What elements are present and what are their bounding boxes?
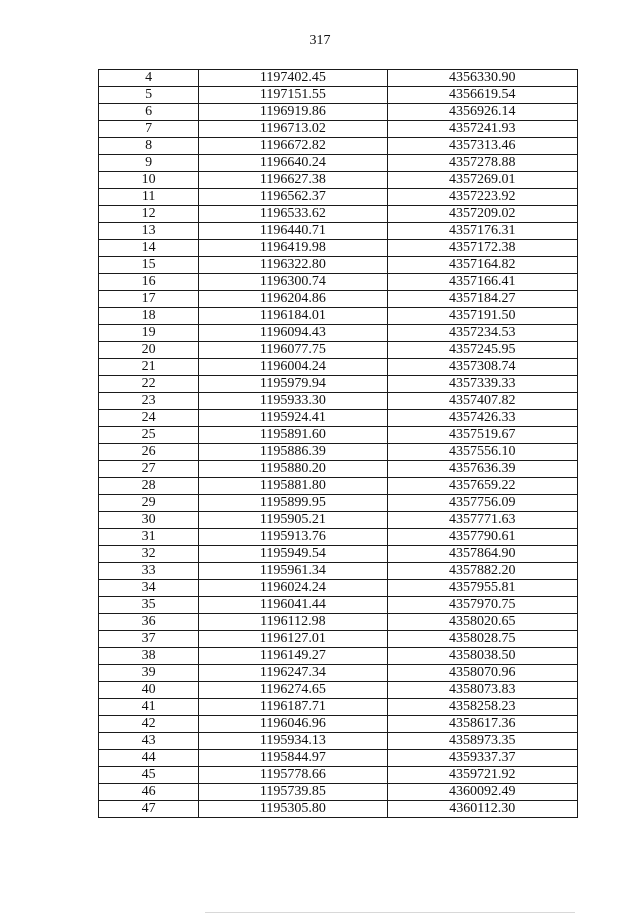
y-coordinate-cell: 4357245.95	[387, 342, 577, 359]
table-row	[99, 478, 578, 495]
y-coordinate-cell: 4358070.96	[387, 665, 577, 682]
y-coordinate-cell: 4357184.27	[387, 291, 577, 308]
point-number-cell: 11	[99, 189, 199, 206]
table-row	[99, 342, 578, 359]
point-number-cell: 18	[99, 308, 199, 325]
table-row	[99, 104, 578, 121]
point-number-cell: 33	[99, 563, 199, 580]
table-row	[99, 87, 578, 104]
x-coordinate-cell: 1195880.20	[199, 461, 387, 478]
point-number-cell: 21	[99, 359, 199, 376]
y-coordinate-cell: 4357882.20	[387, 563, 577, 580]
table-row	[99, 155, 578, 172]
table-row	[99, 257, 578, 274]
y-coordinate-cell: 4357166.41	[387, 274, 577, 291]
y-coordinate-cell: 4358258.23	[387, 699, 577, 716]
x-coordinate-cell: 1195881.80	[199, 478, 387, 495]
point-number-cell: 10	[99, 172, 199, 189]
x-coordinate-cell: 1195886.39	[199, 444, 387, 461]
point-number-cell: 43	[99, 733, 199, 750]
x-coordinate-cell: 1196187.71	[199, 699, 387, 716]
footer-rule	[205, 912, 575, 913]
y-coordinate-cell: 4357223.92	[387, 189, 577, 206]
y-coordinate-cell: 4357636.39	[387, 461, 577, 478]
point-number-cell: 41	[99, 699, 199, 716]
coordinates-table-body	[99, 70, 578, 818]
y-coordinate-cell: 4358073.83	[387, 682, 577, 699]
table-row	[99, 580, 578, 597]
x-coordinate-cell: 1196713.02	[199, 121, 387, 138]
point-number-cell: 46	[99, 784, 199, 801]
x-coordinate-cell: 1196440.71	[199, 223, 387, 240]
x-coordinate-cell: 1196004.24	[199, 359, 387, 376]
table-row	[99, 461, 578, 478]
x-coordinate-cell: 1195844.97	[199, 750, 387, 767]
x-coordinate-cell: 1196077.75	[199, 342, 387, 359]
table-row	[99, 546, 578, 563]
table-row	[99, 427, 578, 444]
point-number-cell: 14	[99, 240, 199, 257]
table-row	[99, 121, 578, 138]
page-number: 317	[309, 33, 331, 48]
table-row	[99, 631, 578, 648]
x-coordinate-cell: 1195905.21	[199, 512, 387, 529]
x-coordinate-cell: 1195949.54	[199, 546, 387, 563]
x-coordinate-cell: 1196024.24	[199, 580, 387, 597]
x-coordinate-cell: 1195305.80	[199, 801, 387, 818]
point-number-cell: 9	[99, 155, 199, 172]
y-coordinate-cell: 4360112.30	[387, 801, 577, 818]
table-row	[99, 172, 578, 189]
x-coordinate-cell: 1195979.94	[199, 376, 387, 393]
x-coordinate-cell: 1195934.13	[199, 733, 387, 750]
point-number-cell: 5	[99, 87, 199, 104]
x-coordinate-cell: 1196562.37	[199, 189, 387, 206]
x-coordinate-cell: 1196672.82	[199, 138, 387, 155]
y-coordinate-cell: 4357771.63	[387, 512, 577, 529]
x-coordinate-cell: 1196322.80	[199, 257, 387, 274]
point-number-cell: 29	[99, 495, 199, 512]
point-number-cell: 12	[99, 206, 199, 223]
x-coordinate-cell: 1195933.30	[199, 393, 387, 410]
table-row	[99, 274, 578, 291]
point-number-cell: 23	[99, 393, 199, 410]
x-coordinate-cell: 1196640.24	[199, 155, 387, 172]
point-number-cell: 39	[99, 665, 199, 682]
y-coordinate-cell: 4357172.38	[387, 240, 577, 257]
y-coordinate-cell: 4357659.22	[387, 478, 577, 495]
y-coordinate-cell: 4357864.90	[387, 546, 577, 563]
y-coordinate-cell: 4356619.54	[387, 87, 577, 104]
y-coordinate-cell: 4357164.82	[387, 257, 577, 274]
y-coordinate-cell: 4357313.46	[387, 138, 577, 155]
y-coordinate-cell: 4357407.82	[387, 393, 577, 410]
point-number-cell: 6	[99, 104, 199, 121]
table-row	[99, 308, 578, 325]
table-row	[99, 784, 578, 801]
y-coordinate-cell: 4357426.33	[387, 410, 577, 427]
y-coordinate-cell: 4359337.37	[387, 750, 577, 767]
x-coordinate-cell: 1196247.34	[199, 665, 387, 682]
x-coordinate-cell: 1196627.38	[199, 172, 387, 189]
x-coordinate-cell: 1197402.45	[199, 70, 387, 87]
x-coordinate-cell: 1195778.66	[199, 767, 387, 784]
y-coordinate-cell: 4358617.36	[387, 716, 577, 733]
table-row	[99, 206, 578, 223]
y-coordinate-cell: 4357339.33	[387, 376, 577, 393]
point-number-cell: 17	[99, 291, 199, 308]
table-row	[99, 189, 578, 206]
point-number-cell: 4	[99, 70, 199, 87]
table-row	[99, 614, 578, 631]
x-coordinate-cell: 1196419.98	[199, 240, 387, 257]
x-coordinate-cell: 1196533.62	[199, 206, 387, 223]
table-row	[99, 325, 578, 342]
table-row	[99, 529, 578, 546]
point-number-cell: 45	[99, 767, 199, 784]
x-coordinate-cell: 1196274.65	[199, 682, 387, 699]
x-coordinate-cell: 1195899.95	[199, 495, 387, 512]
x-coordinate-cell: 1197151.55	[199, 87, 387, 104]
table-row	[99, 563, 578, 580]
point-number-cell: 32	[99, 546, 199, 563]
point-number-cell: 16	[99, 274, 199, 291]
point-number-cell: 20	[99, 342, 199, 359]
y-coordinate-cell: 4357955.81	[387, 580, 577, 597]
point-number-cell: 8	[99, 138, 199, 155]
x-coordinate-cell: 1195739.85	[199, 784, 387, 801]
point-number-cell: 36	[99, 614, 199, 631]
table-row	[99, 801, 578, 818]
x-coordinate-cell: 1196112.98	[199, 614, 387, 631]
table-row	[99, 223, 578, 240]
table-row	[99, 512, 578, 529]
table-row	[99, 410, 578, 427]
x-coordinate-cell: 1196127.01	[199, 631, 387, 648]
x-coordinate-cell: 1195913.76	[199, 529, 387, 546]
point-number-cell: 38	[99, 648, 199, 665]
x-coordinate-cell: 1196046.96	[199, 716, 387, 733]
point-number-cell: 47	[99, 801, 199, 818]
table-row	[99, 495, 578, 512]
y-coordinate-cell: 4357234.53	[387, 325, 577, 342]
y-coordinate-cell: 4357756.09	[387, 495, 577, 512]
point-number-cell: 31	[99, 529, 199, 546]
x-coordinate-cell: 1196149.27	[199, 648, 387, 665]
point-number-cell: 15	[99, 257, 199, 274]
y-coordinate-cell: 4357519.67	[387, 427, 577, 444]
y-coordinate-cell: 4358020.65	[387, 614, 577, 631]
table-row	[99, 665, 578, 682]
x-coordinate-cell: 1196300.74	[199, 274, 387, 291]
point-number-cell: 44	[99, 750, 199, 767]
table-row	[99, 597, 578, 614]
point-number-cell: 25	[99, 427, 199, 444]
point-number-cell: 28	[99, 478, 199, 495]
point-number-cell: 30	[99, 512, 199, 529]
point-number-cell: 24	[99, 410, 199, 427]
y-coordinate-cell: 4357241.93	[387, 121, 577, 138]
point-number-cell: 34	[99, 580, 199, 597]
table-row	[99, 291, 578, 308]
table-row	[99, 750, 578, 767]
table-row	[99, 444, 578, 461]
table-row	[99, 716, 578, 733]
y-coordinate-cell: 4357790.61	[387, 529, 577, 546]
y-coordinate-cell: 4357209.02	[387, 206, 577, 223]
y-coordinate-cell: 4357176.31	[387, 223, 577, 240]
table-row	[99, 767, 578, 784]
table-row	[99, 648, 578, 665]
y-coordinate-cell: 4357970.75	[387, 597, 577, 614]
table-row	[99, 70, 578, 87]
x-coordinate-cell: 1196204.86	[199, 291, 387, 308]
table-row	[99, 682, 578, 699]
point-number-cell: 40	[99, 682, 199, 699]
y-coordinate-cell: 4358028.75	[387, 631, 577, 648]
y-coordinate-cell: 4358973.35	[387, 733, 577, 750]
table-row	[99, 699, 578, 716]
point-number-cell: 7	[99, 121, 199, 138]
x-coordinate-cell: 1196184.01	[199, 308, 387, 325]
point-number-cell: 42	[99, 716, 199, 733]
table-row	[99, 240, 578, 257]
table-row	[99, 359, 578, 376]
table-row	[99, 376, 578, 393]
x-coordinate-cell: 1196041.44	[199, 597, 387, 614]
y-coordinate-cell: 4356330.90	[387, 70, 577, 87]
y-coordinate-cell: 4359721.92	[387, 767, 577, 784]
y-coordinate-cell: 4357269.01	[387, 172, 577, 189]
x-coordinate-cell: 1195961.34	[199, 563, 387, 580]
x-coordinate-cell: 1195924.41	[199, 410, 387, 427]
table-row	[99, 393, 578, 410]
y-coordinate-cell: 4356926.14	[387, 104, 577, 121]
x-coordinate-cell: 1195891.60	[199, 427, 387, 444]
y-coordinate-cell: 4357191.50	[387, 308, 577, 325]
table-row	[99, 138, 578, 155]
point-number-cell: 26	[99, 444, 199, 461]
y-coordinate-cell: 4357556.10	[387, 444, 577, 461]
point-number-cell: 22	[99, 376, 199, 393]
point-number-cell: 37	[99, 631, 199, 648]
y-coordinate-cell: 4360092.49	[387, 784, 577, 801]
x-coordinate-cell: 1196919.86	[199, 104, 387, 121]
y-coordinate-cell: 4357278.88	[387, 155, 577, 172]
x-coordinate-cell: 1196094.43	[199, 325, 387, 342]
point-number-cell: 13	[99, 223, 199, 240]
table-row	[99, 733, 578, 750]
point-number-cell: 27	[99, 461, 199, 478]
point-number-cell: 35	[99, 597, 199, 614]
y-coordinate-cell: 4358038.50	[387, 648, 577, 665]
coordinates-table	[98, 69, 578, 818]
point-number-cell: 19	[99, 325, 199, 342]
y-coordinate-cell: 4357308.74	[387, 359, 577, 376]
